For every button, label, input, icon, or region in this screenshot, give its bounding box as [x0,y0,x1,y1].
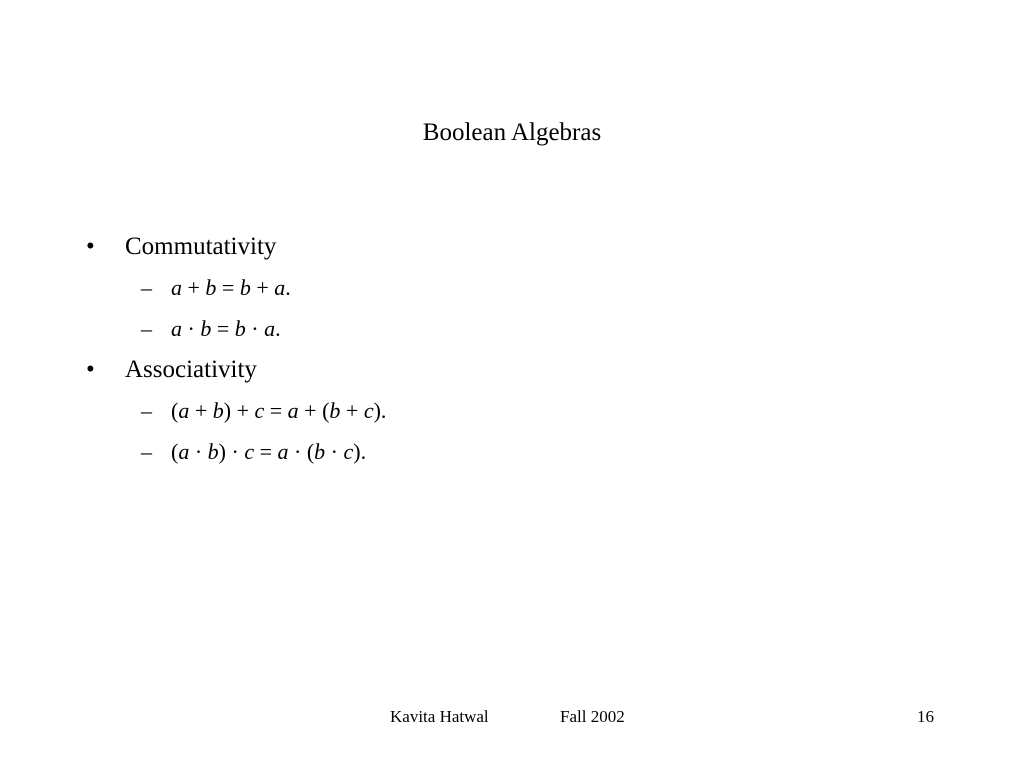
formula-variable: c [363,398,374,423]
formula-variable: a [277,439,289,464]
bullet-list [0,226,1024,472]
formula-operator: · ( [288,439,315,464]
formula-operator: · [325,439,344,464]
formula-operator: ) + [223,398,255,423]
formula-variable: a [171,275,182,300]
formula-operator: · [245,316,265,341]
formula-operator: = [264,398,288,423]
sub-item-marker: – [141,275,152,300]
formula-text [171,431,366,472]
footer-author: Kavita Hatwal [390,707,489,726]
slide-title: Boolean Algebras [422,119,602,146]
sub-item-associative-multiplication [0,431,1024,472]
formula-operator: + [182,275,206,300]
formula-variable: b [314,439,326,464]
formula-operator: . [275,316,281,341]
bullet-commutativity [0,226,1024,267]
formula-operator: ). [373,398,387,423]
sub-item-associative-addition [0,390,1024,431]
formula-variable: b [329,398,341,423]
formula-operator: · [182,316,201,341]
formula-variable: a [178,398,190,423]
formula-operator: = [211,316,235,341]
formula-variable: a [274,275,286,300]
formula-variable: b [212,398,224,423]
formula-operator: ( [171,439,179,464]
formula-operator: + [250,275,275,300]
formula-operator: + [189,398,213,423]
formula-variable: b [239,275,251,300]
bullet-label: Commutativity [125,233,277,260]
formula-variable: b [200,316,212,341]
formula-text [171,390,386,431]
formula-operator: ( [171,398,179,423]
formula-variable: c [254,398,265,423]
formula-operator: + ( [298,398,330,423]
formula-operator: ). [353,439,367,464]
formula-operator: = [254,439,278,464]
sub-item-commutative-addition [0,267,1024,308]
bullet-label: Associativity [125,356,257,383]
formula-operator: ) · [218,439,245,464]
formula-variable: a [287,398,299,423]
formula-text [171,308,281,349]
formula-variable: c [244,439,255,464]
formula-variable: b [207,439,219,464]
formula-operator: · [189,439,208,464]
sub-item-marker: – [141,316,152,341]
sub-item-marker: – [141,398,152,423]
formula-operator: + [340,398,364,423]
footer-term: Fall 2002 [560,707,625,726]
formula-variable: c [343,439,354,464]
formula-variable: a [178,439,190,464]
formula-text [171,267,291,308]
formula-operator: . [285,275,291,300]
sub-item-marker: – [141,439,152,464]
footer-page-number: 16 [917,707,934,726]
sub-item-commutative-multiplication [0,308,1024,349]
formula-variable: a [171,316,182,341]
bullet-marker: • [86,233,95,260]
formula-variable: b [205,275,217,300]
bullet-marker: • [86,356,95,383]
bullet-associativity [0,349,1024,390]
formula-operator: = [216,275,240,300]
formula-variable: b [234,316,246,341]
formula-variable: a [264,316,276,341]
